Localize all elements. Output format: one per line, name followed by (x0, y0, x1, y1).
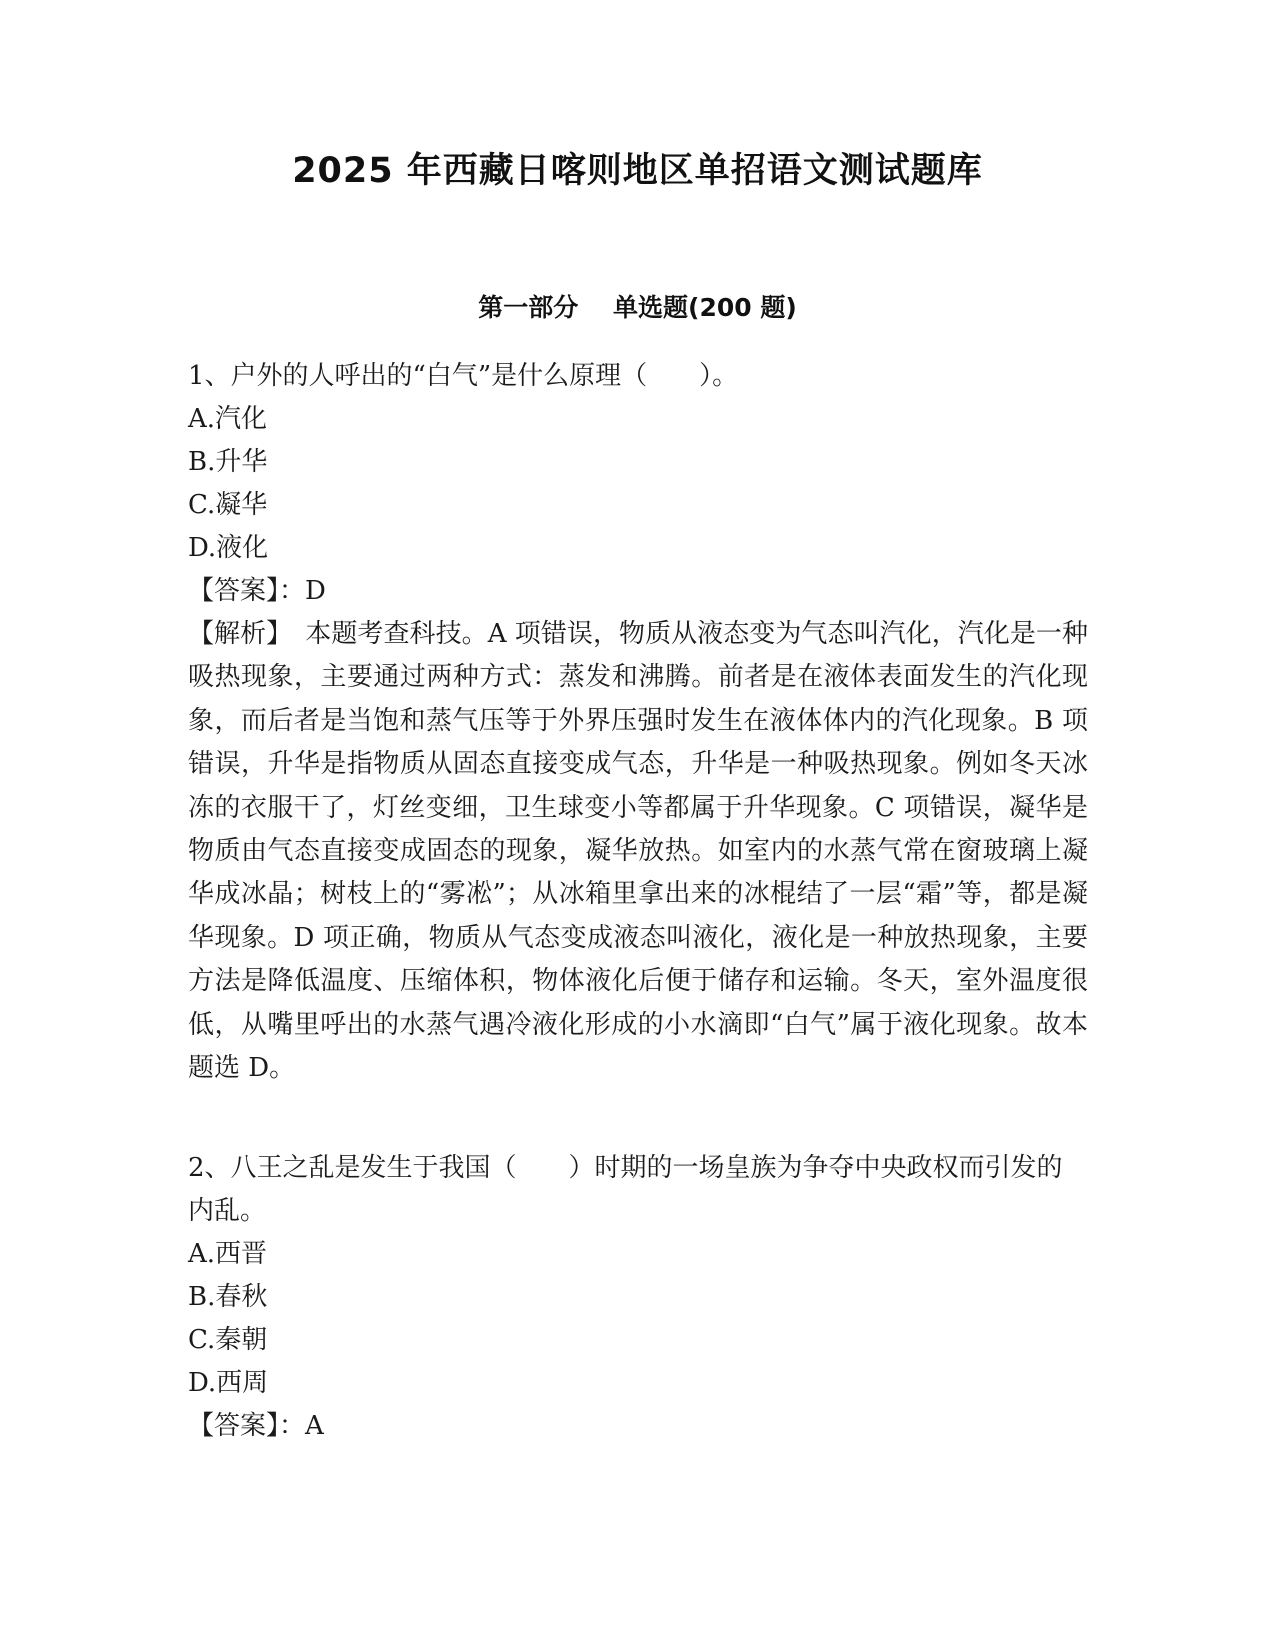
answer-row (188, 1405, 1088, 1448)
option-b: B.升华 (188, 447, 268, 477)
question-2 (188, 1147, 1088, 1448)
option-d: D.液化 (188, 533, 269, 563)
answer-value: A (305, 1411, 324, 1441)
answer-value: D (305, 576, 326, 606)
option-a: A.汽化 (188, 404, 268, 434)
option-c: C.凝华 (188, 490, 268, 520)
analysis-block (188, 613, 1088, 1090)
option-b: B.春秋 (188, 1282, 268, 1312)
question-stem: 1、户外的人呼出的“白气”是什么原理（ ）。 (188, 361, 739, 391)
option-c: C.秦朝 (188, 1325, 268, 1355)
option-a: A.西晋 (188, 1239, 268, 1269)
page-title: 2025 年西藏日喀则地区单招语文测试题库 (292, 151, 983, 191)
answer-label: 【答案】： (188, 576, 306, 606)
analysis-text: 本题考查科技。A 项错误，物质从液态变为气态叫汽化，汽化是一种吸热现象，主要通过两种方式：蒸发和沸腾。前者是在液体表面发生的汽化现象，而后者是当饱和蒸气压等于外界压强时发生在液体体内的汽化现象。B 项错误，升华是指物质从固态直接变成气态，升华是一种吸热现象。例如冬天冰冻的衣服干了，灯丝变细，卫生球变小等都属于升华现象。C 项错误，凝华是物质由气态直接变成固态的现象，凝华放热。如室内的水蒸气常在窗玻璃上凝华成冰晶；树枝上的“雾凇”；从冰箱里拿出来的冰棍结了一层“霜”等，都是凝华现象。D 项正确，物质从气态变成液态叫液化，液化是一种放热现象，主要方法是降低温度、压缩体积，物体液化后便于储存和运输。冬天，室外温度很低，从嘴里呼出的水蒸气遇冷液化形成的小水滴即“白气”属于液化现象。故本题选 D。 (188, 619, 1088, 1084)
question-stem: 2、八王之乱是发生于我国（ ）时期的一场皇族为争夺中央政权而引发的内乱。 (188, 1153, 1063, 1226)
answer-row (188, 570, 1088, 613)
analysis-label: 【解析】 (188, 619, 280, 649)
question-1 (188, 355, 1088, 1090)
section-heading: 第一部分 单选题(200 题) (478, 293, 797, 322)
answer-label: 【答案】： (188, 1411, 306, 1441)
option-d: D.西周 (188, 1368, 269, 1398)
